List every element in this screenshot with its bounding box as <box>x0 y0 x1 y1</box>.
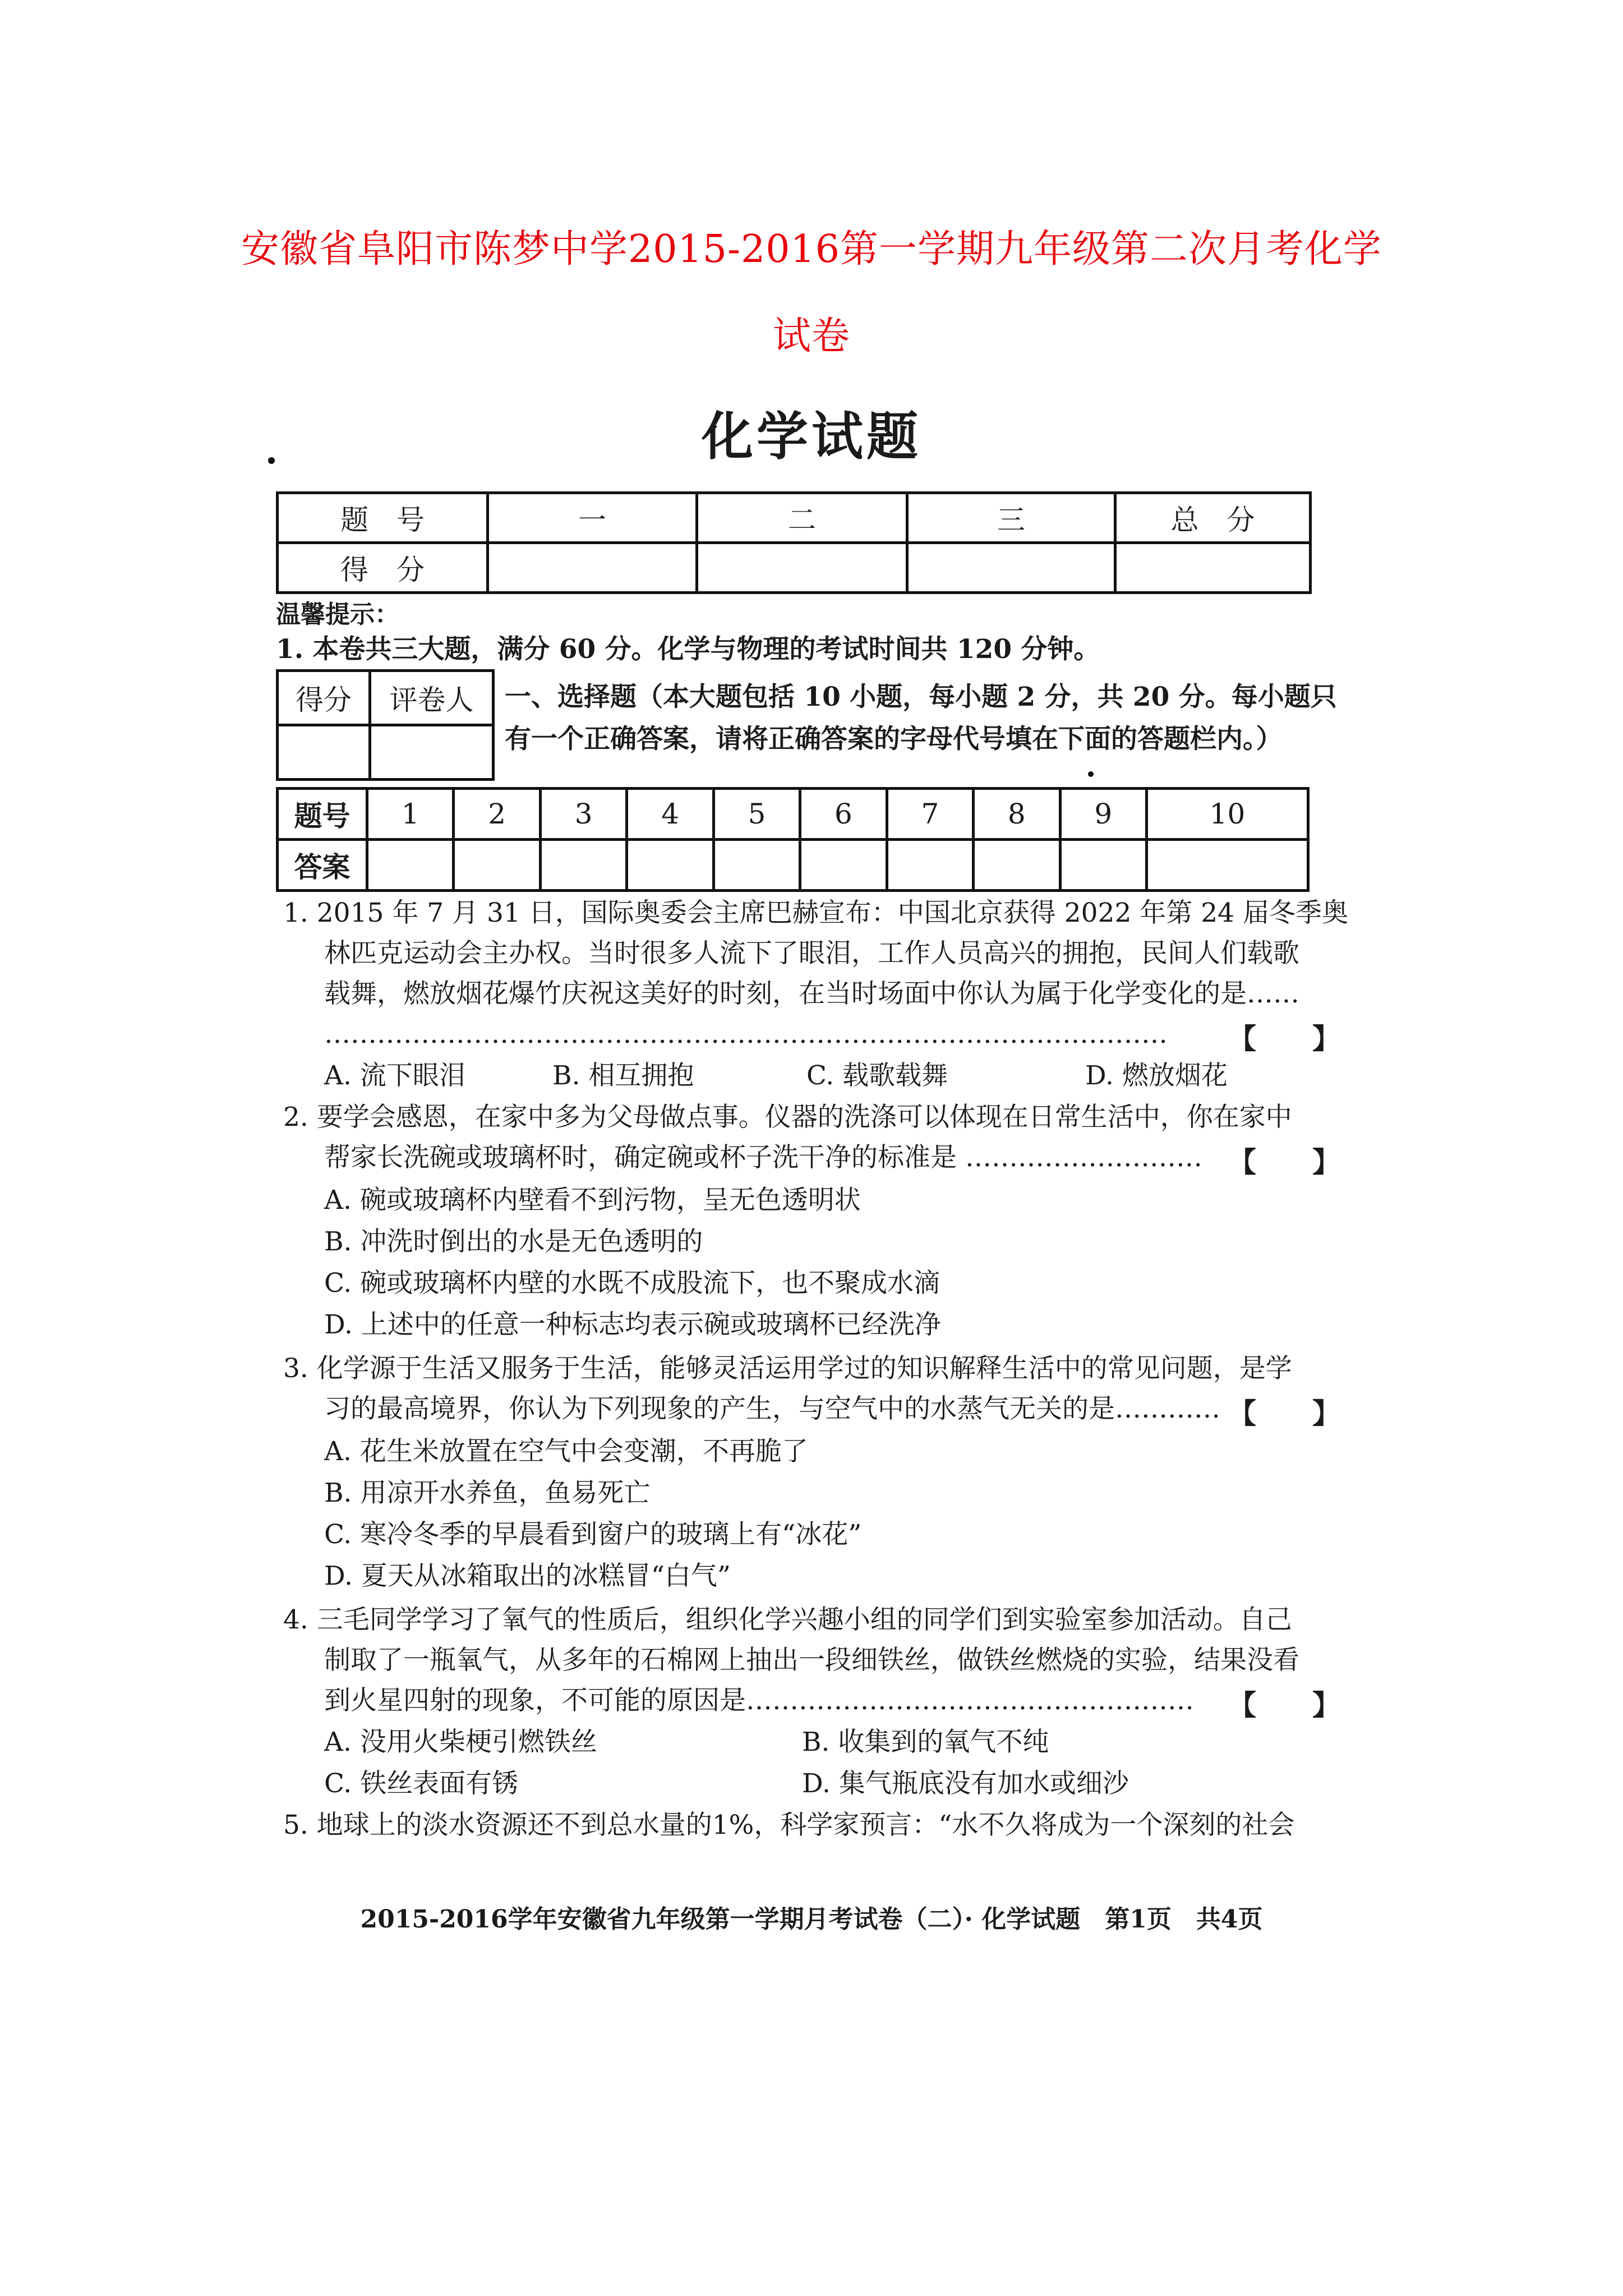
answer-table-number: 10 <box>1146 789 1308 840</box>
answer-table-number: 8 <box>974 789 1060 840</box>
option-d: D. 集气瓶底没有加水或细沙 <box>802 1768 1129 1799</box>
option-c: C. 载歌载舞 <box>806 1060 948 1091</box>
answer-cell <box>713 840 800 891</box>
section-instructions-line1: 一、选择题（本大题包括 10 小题，每小题 2 分，共 20 分。每小题只 <box>505 682 1337 712</box>
question-1-line: 林匹克运动会主办权。当时很多人流下了眼泪，工作人员高兴的拥抱，民间人们载歌 <box>324 938 1299 969</box>
answer-table-number: 4 <box>627 789 713 840</box>
answer-bracket: 【 】 <box>1228 1145 1340 1179</box>
option-a: A. 花生米放置在空气中会变潮，不再脆了 <box>324 1436 808 1467</box>
option-c: C. 铁丝表面有锈 <box>324 1768 519 1799</box>
page-footer: 2015-2016学年安徽省九年级第一学期月考试卷（二）· 化学试题 第1页 共4页 <box>360 1905 1263 1934</box>
answer-cell <box>627 840 713 891</box>
tips-line: 1. 本卷共三大题，满分 60 分。化学与物理的考试时间共 120 分钟。 <box>276 634 1100 665</box>
answer-bracket: 【 】 <box>1228 1688 1340 1722</box>
score-cell <box>697 543 907 593</box>
answer-bracket: 【 】 <box>1228 1397 1340 1430</box>
option-d: D. 上述中的任意一种标志均表示碗或玻璃杯已经洗净 <box>324 1309 941 1340</box>
question-3-line: 3. 化学源于生活又服务于生活，能够灵活运用学过的知识解释生活中的常见问题，是学 <box>283 1353 1292 1384</box>
score-table-header-3: 三 <box>907 493 1115 543</box>
section-instructions-line2: 有一个正确答案，请将正确答案的字母代号填在下面的答题栏内。） <box>505 724 1283 754</box>
grader-person-label: 评卷人 <box>370 671 494 725</box>
answer-cell <box>887 840 973 891</box>
question-5-line: 5. 地球上的淡水资源还不到总水量的1%，科学家预言：“水不久将成为一个深刻的社会 <box>283 1810 1295 1841</box>
answer-cell <box>1060 840 1146 891</box>
grader-box <box>276 669 495 781</box>
option-d: D. 燃放烟花 <box>1085 1060 1228 1091</box>
option-b: B. 用凉开水养鱼，鱼易死亡 <box>324 1478 651 1508</box>
option-c: C. 碗或玻璃杯内壁的水既不成股流下，也不聚成水滴 <box>324 1268 940 1299</box>
answer-cell <box>974 840 1060 891</box>
question-1-line: 1. 2015 年 7 月 31 日，国际奥委会主席巴赫宣布：中国北京获得 2022 年第 24 届冬季奥 <box>283 898 1348 928</box>
question-1-line: 载舞，燃放烟花爆竹庆祝这美好的时刻，在当时场面中你认为属于化学变化的是…… <box>324 978 1299 1009</box>
tips-heading: 温馨提示： <box>276 600 399 629</box>
score-cell <box>907 543 1115 593</box>
paper-title: 化学试题 <box>701 406 921 467</box>
answer-table-number: 6 <box>800 789 887 840</box>
question-4-line: 4. 三毛同学学习了氧气的性质后，组织化学兴趣小组的同学们到实验室参加活动。自己 <box>283 1604 1292 1635</box>
answer-table-number: 2 <box>454 789 540 840</box>
option-b: B. 相互拥抱 <box>552 1060 694 1091</box>
scan-dot <box>1088 771 1094 777</box>
score-table-header-1: 一 <box>488 493 697 543</box>
grader-person-cell <box>370 725 494 780</box>
question-4-line: 制取了一瓶氧气，从多年的石棉网上抽出一段细铁丝，做铁丝燃烧的实验，结果没看 <box>324 1645 1299 1676</box>
grader-score-cell <box>278 725 370 780</box>
answer-cell <box>454 840 540 891</box>
option-a: A. 碗或玻璃杯内壁看不到污物，呈无色透明状 <box>324 1185 861 1216</box>
score-cell <box>1115 543 1311 593</box>
option-b: B. 冲洗时倒出的水是无色透明的 <box>324 1226 703 1257</box>
option-c: C. 寒冷冬季的早晨看到窗户的玻璃上有“冰花” <box>324 1519 862 1550</box>
score-table-header-total: 总 分 <box>1115 493 1311 543</box>
question-4-line: 到火星四射的现象，不可能的原因是…………………………………………… <box>324 1685 1194 1716</box>
question-2-line: 帮家长洗碗或玻璃杯时，确定碗或杯子洗干净的标准是 ……………………… <box>324 1142 1202 1173</box>
option-a: A. 没用火柴梗引燃铁丝 <box>324 1727 597 1757</box>
answer-table-number: 1 <box>367 789 454 840</box>
scan-dot <box>268 457 275 464</box>
question-2-line: 2. 要学会感恩，在家中多为父母做点事。仪器的洗涤可以体现在日常生活中，你在家中 <box>283 1102 1292 1133</box>
option-a: A. 流下眼泪 <box>324 1060 465 1091</box>
answer-table-number: 7 <box>887 789 973 840</box>
answer-table <box>276 787 1310 892</box>
answer-cell <box>800 840 887 891</box>
question-1-line: …………………………………………………………………………………… <box>324 1019 1168 1050</box>
score-cell <box>488 543 697 593</box>
answer-table-number: 3 <box>540 789 626 840</box>
document-title-line2: 试卷 <box>772 314 850 358</box>
score-table-header-2: 二 <box>697 493 907 543</box>
option-b: B. 收集到的氧气不纯 <box>802 1727 1049 1757</box>
answer-bracket: 【 】 <box>1228 1022 1340 1055</box>
score-table-score-label: 得 分 <box>278 543 488 593</box>
question-3-line: 习的最高境界，你认为下列现象的产生，与空气中的水蒸气无关的是………… <box>324 1393 1220 1424</box>
option-d: D. 夏天从冰箱取出的冰糕冒“白气” <box>324 1561 731 1591</box>
answer-table-answer-label: 答案 <box>278 840 367 891</box>
answer-table-number-label: 题号 <box>278 789 367 840</box>
answer-cell <box>540 840 626 891</box>
answer-cell <box>1146 840 1308 891</box>
answer-table-number: 5 <box>713 789 800 840</box>
answer-cell <box>367 840 454 891</box>
score-table-header-label: 题 号 <box>278 493 488 543</box>
document-title-line1: 安徽省阜阳市陈梦中学2015-2016第一学期九年级第二次月考化学 <box>241 227 1382 272</box>
grader-score-label: 得分 <box>278 671 370 725</box>
score-table <box>276 491 1312 594</box>
answer-table-number: 9 <box>1060 789 1146 840</box>
